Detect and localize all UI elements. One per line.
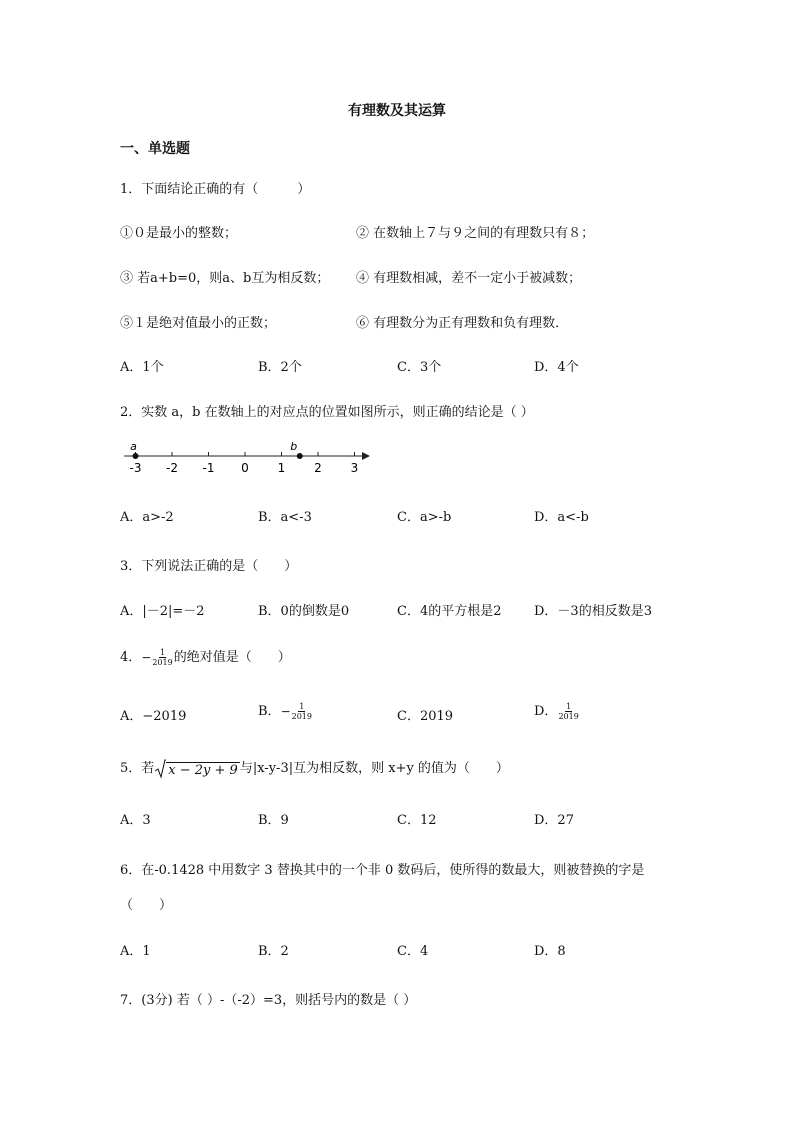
question-4-stem bbox=[120, 646, 291, 667]
question-2-option-b[interactable]: B．a<-3 bbox=[258, 510, 312, 525]
question-3-option-c[interactable]: C．4的平方根是2 bbox=[397, 604, 502, 619]
question-6-option-b[interactable]: B．2 bbox=[258, 944, 289, 959]
minus-sign: − bbox=[280, 704, 291, 719]
option-b-label: B． bbox=[258, 704, 281, 719]
question-5-option-b[interactable]: B．9 bbox=[258, 813, 289, 828]
point-a-label: a bbox=[130, 440, 137, 453]
fraction-1-over-2019 bbox=[152, 648, 172, 667]
question-4-option-d[interactable] bbox=[534, 700, 580, 721]
question-3-option-d[interactable]: D．－3的相反数是3 bbox=[534, 604, 652, 619]
question-1-option-c[interactable]: C．3个 bbox=[397, 360, 442, 375]
number-line-figure bbox=[118, 436, 378, 476]
number-line-tick-label: 0 bbox=[241, 461, 249, 475]
question-6-option-d[interactable]: D．8 bbox=[534, 944, 566, 959]
fraction-numerator: 1 bbox=[299, 702, 305, 711]
number-line-tick-label: -1 bbox=[202, 461, 215, 475]
number-line-tick-label: -3 bbox=[129, 461, 142, 475]
point-b-label: b bbox=[290, 440, 298, 453]
question-1-statement-2: ② 在数轴上７与９之间的有理数只有８； bbox=[356, 226, 595, 241]
question-2-option-d[interactable]: D．a<-b bbox=[534, 510, 589, 525]
fraction-denominator: 2019 bbox=[291, 712, 312, 721]
question-1-option-a[interactable]: A．1个 bbox=[120, 360, 164, 375]
question-2-option-a[interactable]: A．a>-2 bbox=[120, 510, 174, 525]
question-5-stem-text: 与|x-y-3|互为相反数，则 x+y 的值为（ ） bbox=[239, 761, 509, 776]
question-2-option-c[interactable]: C．a>-b bbox=[397, 510, 452, 525]
question-6-stem-line-2: （ ） bbox=[120, 898, 173, 913]
question-1-statement-5: ⑤１是绝对值最小的正数； bbox=[120, 316, 277, 331]
question-2-stem: 2．实数 a，b 在数轴上的对应点的位置如图所示，则正确的结论是（ ） bbox=[120, 405, 534, 420]
question-1-stem: 1．下面结论正确的有（ ） bbox=[120, 182, 311, 197]
fraction-denominator: 2019 bbox=[152, 658, 173, 667]
fraction-1-over-2019 bbox=[558, 702, 578, 721]
question-1-statement-4: ④ 有理数相减，差不一定小于被减数； bbox=[356, 271, 582, 286]
question-3-option-a[interactable]: A．|－2|=－2 bbox=[120, 604, 205, 619]
document-title: 有理数及其运算 bbox=[348, 103, 446, 119]
number-line-tick-label: -2 bbox=[166, 461, 178, 475]
question-1-statement-3: ③ 若a+b=0，则a、b互为相反数； bbox=[120, 271, 330, 286]
section-heading: 一、单选题 bbox=[120, 141, 190, 157]
fraction-1-over-2019 bbox=[292, 702, 312, 721]
question-1-statement-6: ⑥ 有理数分为正有理数和负有理数． bbox=[356, 316, 569, 331]
question-5-option-a[interactable]: A．3 bbox=[120, 813, 151, 828]
radicand: x − 2y + 9 bbox=[168, 762, 238, 778]
fraction-numerator: 1 bbox=[159, 648, 166, 657]
question-4-option-a[interactable]: A．−2019 bbox=[120, 709, 187, 724]
question-1-option-b[interactable]: B．2个 bbox=[258, 360, 302, 375]
question-3-option-b[interactable]: B．0的倒数是0 bbox=[258, 604, 350, 619]
fraction-denominator: 2019 bbox=[558, 712, 579, 721]
question-1-option-d[interactable]: D．4个 bbox=[534, 360, 579, 375]
number-line-tick-label: 1 bbox=[277, 461, 286, 475]
question-5-stem bbox=[120, 757, 509, 779]
point-b-dot bbox=[297, 453, 303, 459]
question-4-option-b[interactable] bbox=[258, 700, 313, 721]
question-4-number: 4． bbox=[120, 650, 142, 665]
question-7-stem: 7．(3分) 若（ ）-（-2）=3，则括号内的数是（ ） bbox=[120, 993, 417, 1008]
question-6-option-a[interactable]: A．1 bbox=[120, 944, 151, 959]
question-3-stem: 3．下列说法正确的是（ ） bbox=[120, 559, 298, 574]
point-a-dot bbox=[133, 453, 139, 459]
question-4-option-c[interactable]: C．2019 bbox=[397, 709, 454, 724]
question-6-option-c[interactable]: C．4 bbox=[397, 944, 429, 959]
question-5-option-c[interactable]: C．12 bbox=[397, 813, 437, 828]
question-1-statement-1: ①０是最小的整数； bbox=[120, 226, 238, 241]
question-5-number: 5．若 bbox=[120, 761, 155, 776]
radical-sign-icon bbox=[154, 759, 166, 779]
minus-sign: − bbox=[141, 650, 152, 665]
question-4-stem-text: 的绝对值是（ ） bbox=[173, 650, 291, 665]
number-line-arrow bbox=[362, 452, 370, 460]
number-line-tick-label: 3 bbox=[350, 461, 359, 475]
question-5-option-d[interactable]: D．27 bbox=[534, 813, 574, 828]
option-d-label: D． bbox=[534, 704, 558, 719]
question-6-stem-line-1: 6．在-0.1428 中用数字 3 替换其中的一个非 0 数码后，使所得的数最大，则被替换的字是 bbox=[120, 863, 645, 878]
square-root-expression bbox=[154, 759, 240, 779]
number-line-tick-label: 2 bbox=[314, 461, 322, 475]
fraction-numerator: 1 bbox=[566, 702, 572, 711]
